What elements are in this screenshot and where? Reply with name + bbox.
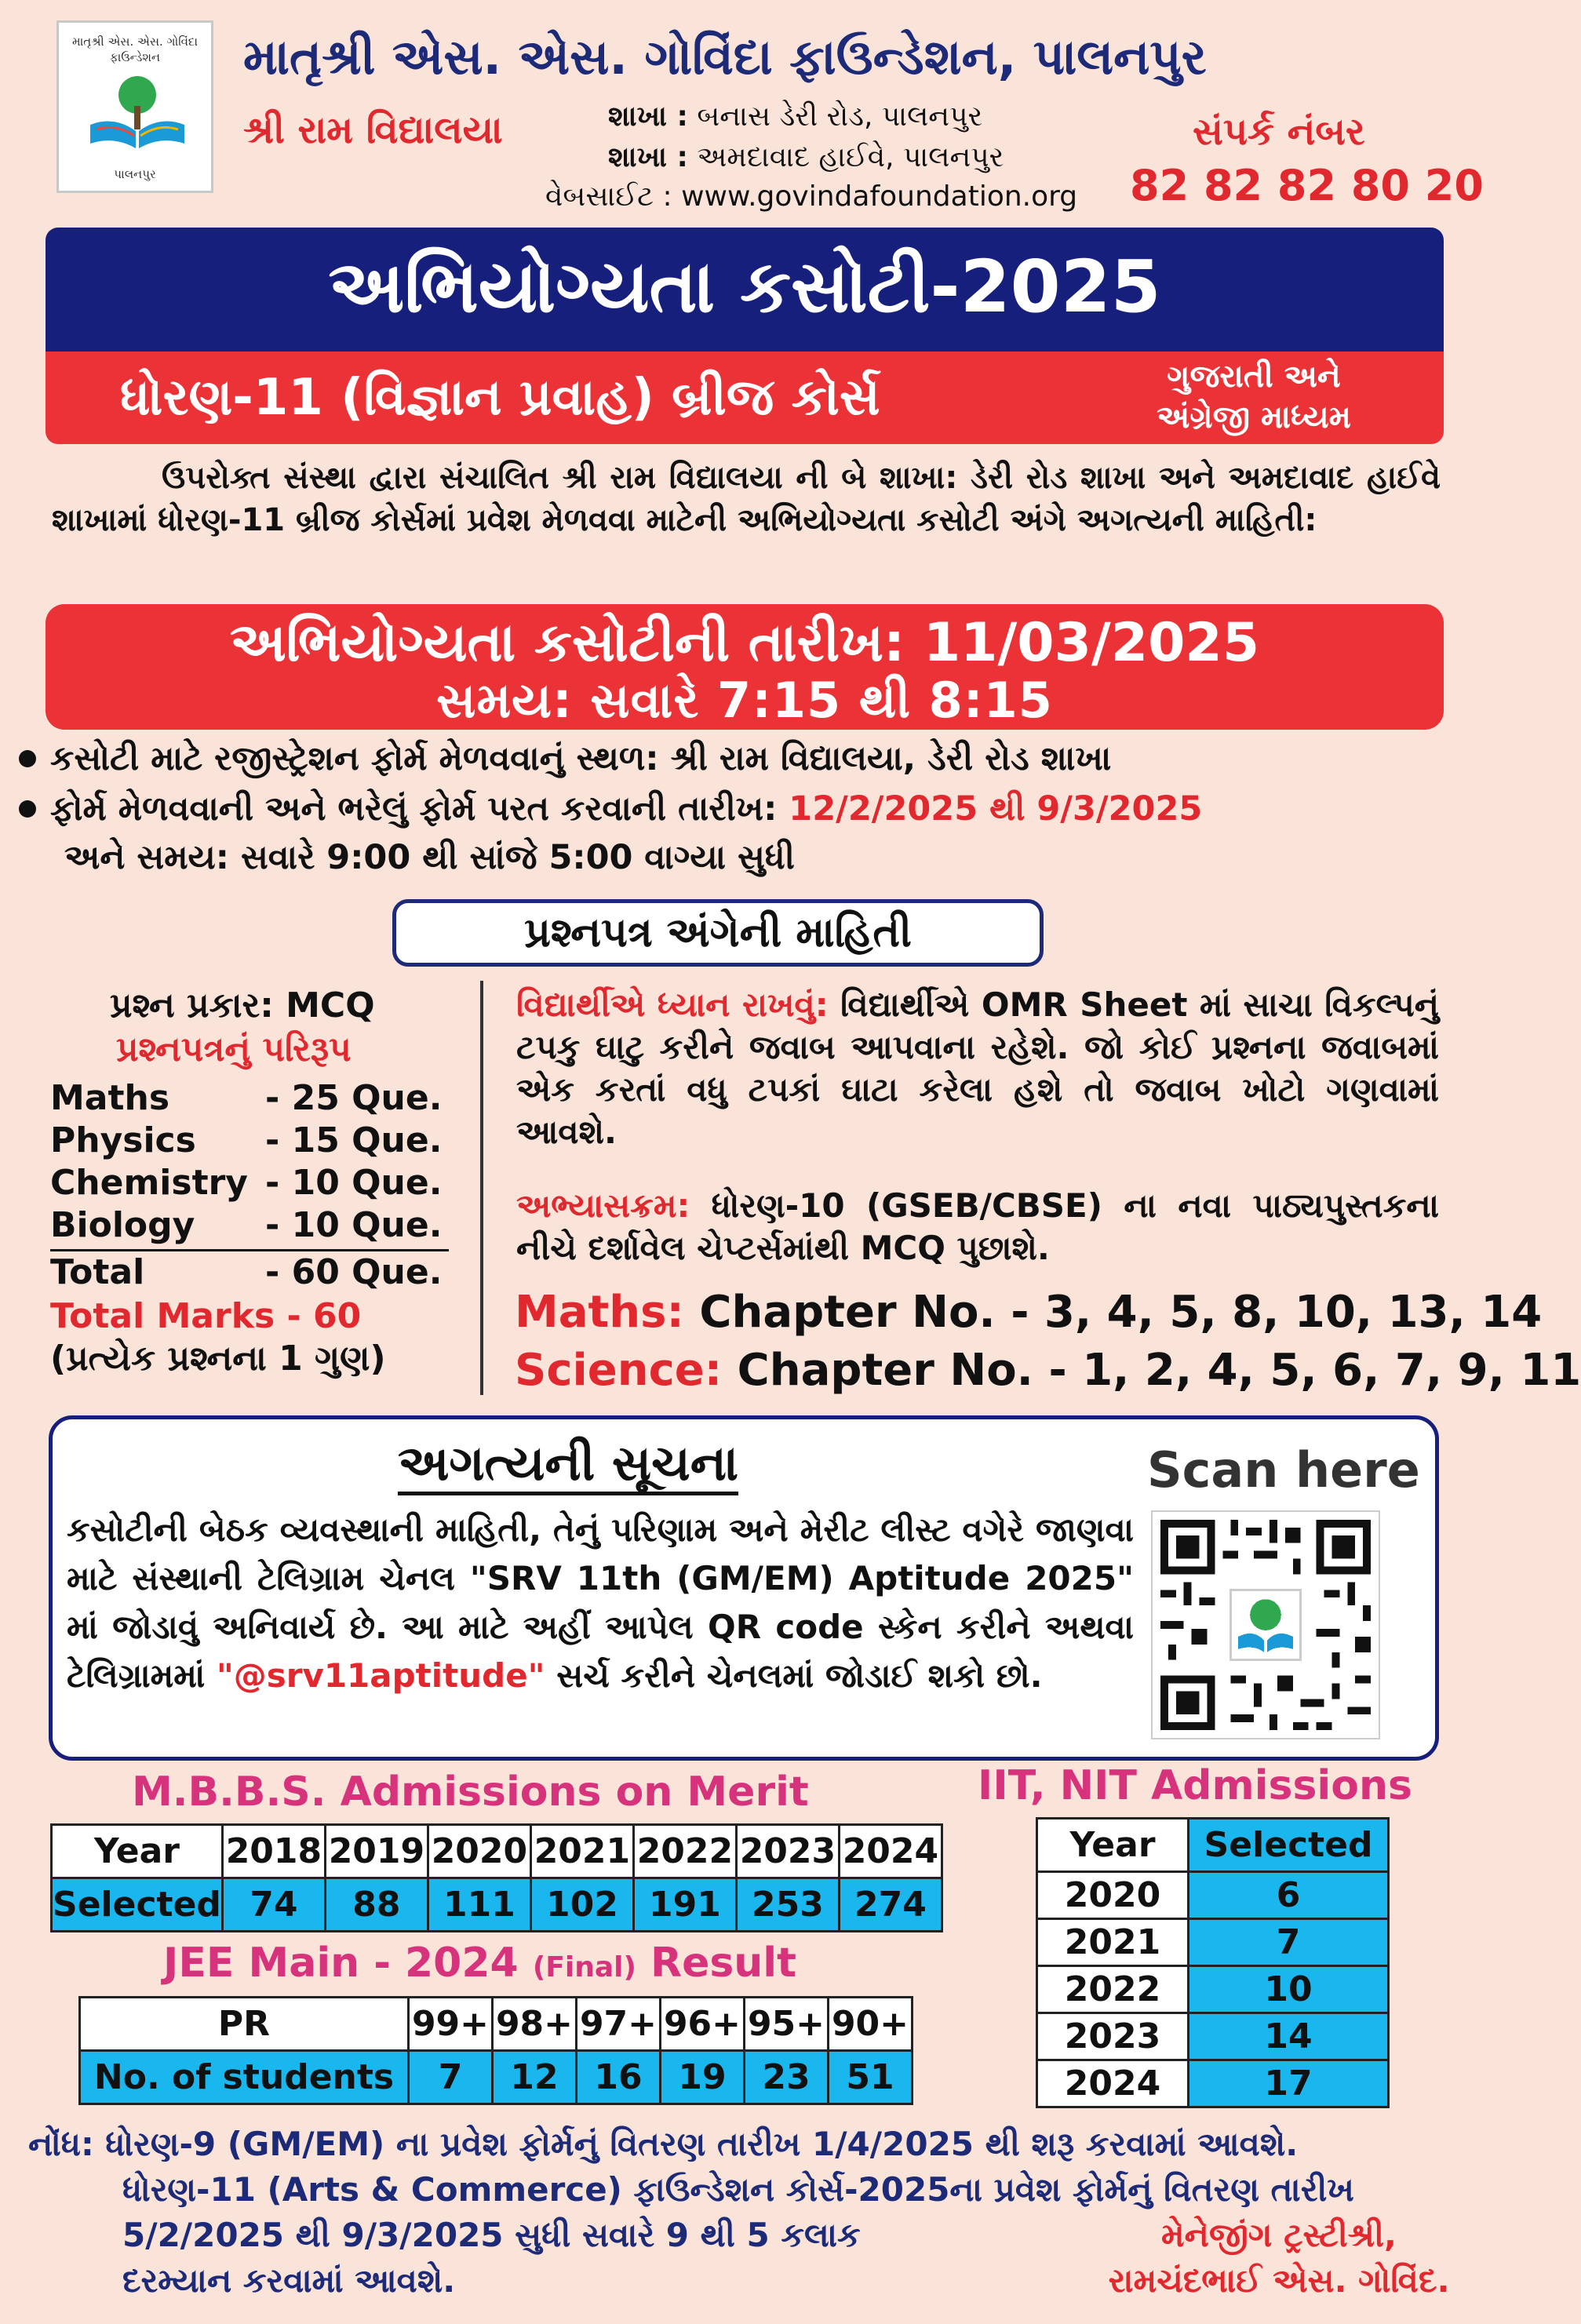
table-cell: 98+	[493, 1998, 577, 2051]
subject-name: Biology	[50, 1205, 195, 1245]
table-cell: 23	[745, 2051, 829, 2104]
branch-2-label: શાખા :	[608, 141, 688, 173]
jee-title-main: JEE Main - 2024	[163, 1940, 519, 1987]
table-cell: 191	[633, 1878, 736, 1932]
table-row-label: Year	[52, 1825, 223, 1878]
notice-text-before: કસોટીની બેઠક વ્યવસ્થાની માહિતી, તેનું પરિણામ અને મેરીટ લીસ્ટ વગેરે જાણવા માટે સંસ્થાની ટેલિગ્રામ ચેનલ "SRV 11th (GM/EM) Aptitude 2025" માં જોડાવું અનિવાર્ય છે. આ માટે અહીં આપેલ QR code સ્કેન કરીને અથવા ટેલિગ્રામમાં	[67, 1510, 1134, 1695]
course-title: ધોરણ-11 (વિજ્ઞાન પ્રવાહ) બ્રીજ કોર્સ	[120, 369, 880, 427]
logo-bottom-text: પાલનપુર	[114, 167, 156, 181]
science-chapters	[515, 1345, 1581, 1396]
student-instruction	[516, 984, 1439, 1153]
question-type: પ્રશ્ન પ્રકાર: MCQ	[110, 985, 375, 1025]
table-row-label: PR	[80, 1998, 409, 2051]
bullet-dot-icon	[19, 800, 36, 818]
syllabus-info	[516, 1185, 1439, 1269]
medium-line-1: ગુજરાતી અને	[1167, 359, 1341, 395]
notice-title: અગત્યની સૂચના	[398, 1435, 738, 1495]
table-cell: 7	[1189, 1919, 1389, 1966]
table-cell: 2020	[1037, 1872, 1189, 1919]
exam-time: સમય: સવારે 7:15 થી 8:15	[436, 672, 1053, 729]
branch-2	[608, 141, 1004, 174]
jee-title-final: (Final)	[532, 1951, 636, 1983]
qr-code-icon[interactable]	[1151, 1510, 1380, 1739]
science-chapters-list: Chapter No. - 1, 2, 4, 5, 6, 7, 9, 11	[737, 1345, 1581, 1396]
table-cell: 2022	[1037, 1966, 1189, 2013]
table-cell: 99+	[409, 1998, 493, 2051]
subject-row-biology	[50, 1205, 450, 1248]
table-cell: 88	[325, 1878, 428, 1932]
scan-here-label: Scan here	[1147, 1441, 1420, 1499]
table-cell: 2022	[633, 1825, 736, 1878]
table-row	[1037, 2060, 1389, 2107]
jee-students-row	[80, 2051, 913, 2104]
subject-name: Physics	[50, 1120, 196, 1160]
table-cell: 97+	[577, 1998, 661, 2051]
subject-row-physics	[50, 1120, 450, 1163]
subject-count: - 10 Que.	[265, 1163, 443, 1203]
table-cell: 74	[222, 1878, 325, 1932]
subject-row-chemistry	[50, 1163, 450, 1205]
instruction-text: વિદ્યાર્થીએ OMR Sheet માં સાચા વિકલ્પનું ટપકુ ઘાટુ કરીને જવાબ આપવાના રહેશે. જો કોઈ પ્રશ્નના જવાબમાં એક કરતાં વધુ ટપકાં ઘાટા કરેલા હશે તો જવાબ ખોટો ગણવામાં આવશે.	[516, 985, 1440, 1151]
syllabus-text: ધોરણ-10 (GSEB/CBSE) ના નવા પાઠ્યપુસ્તકના નીચે દર્શાવેલ ચેપ્ટર્સમાંથી MCQ પુછાશે.	[516, 1186, 1440, 1267]
telegram-handle[interactable]: "@srv11aptitude"	[216, 1656, 545, 1695]
main-title: અભિયોગ્યતા કસોટી-2025	[328, 245, 1161, 329]
trustee-title: મેનેજીંગ ટ્રસ્ટીશ્રી,	[1161, 2216, 1397, 2254]
title-banner	[46, 228, 1444, 352]
foundation-logo	[56, 20, 213, 193]
subject-name: Maths	[50, 1078, 170, 1118]
footnote-line-1	[28, 2122, 1464, 2167]
table-column-header: Year	[1037, 1819, 1189, 1872]
table-cell: 10	[1189, 1966, 1389, 2013]
table-row	[1037, 1919, 1389, 1966]
bullet-2-continuation: અને સમય: સવારે 9:00 થી સાંજે 5:00 વાગ્યા સુધી	[64, 838, 795, 877]
subject-row-maths	[50, 1078, 450, 1120]
total-marks: Total Marks - 60	[50, 1296, 362, 1336]
medium-label	[1105, 356, 1403, 438]
footnote-text-1: ધોરણ-9 (GM/EM) ના પ્રવેશ ફોર્મનું વિતરણ તારીખ 1/4/2025 થી શરૂ કરવામાં આવશે.	[105, 2125, 1299, 2163]
instruction-label: વિદ્યાર્થીએ ધ્યાન રાખવું:	[516, 985, 829, 1024]
table-cell: 14	[1189, 2013, 1389, 2060]
table-cell: 7	[409, 2051, 493, 2104]
branch-2-value: અમદાવાદ હાઈવે, પાલનપુર	[697, 141, 1004, 173]
table-cell: 12	[493, 2051, 577, 2104]
mbbs-title: M.B.B.S. Admissions on Merit	[132, 1768, 809, 1816]
subtitle-banner	[46, 352, 1444, 444]
table-row	[1037, 1966, 1389, 2013]
maths-chapters-label: Maths:	[515, 1287, 684, 1338]
subject-name: Chemistry	[50, 1163, 248, 1203]
table-cell: 2023	[1037, 2013, 1189, 2060]
table-cell: 96+	[661, 1998, 745, 2051]
subject-name: Total	[50, 1252, 145, 1292]
science-chapters-label: Science:	[515, 1345, 723, 1396]
subject-count: - 15 Que.	[265, 1120, 443, 1160]
table-cell: 51	[829, 2051, 913, 2104]
contact-number[interactable]: 82 82 82 80 20	[1130, 161, 1484, 210]
table-cell: 90+	[829, 1998, 913, 2051]
iit-table	[1036, 1817, 1390, 2108]
notice-text	[67, 1506, 1134, 1700]
footnote-line-2: ધોરણ-11 (Arts & Commerce) ફાઉન્ડેશન કોર્સ-2025ના પ્રવેશ ફોર્મનું વિતરણ તારીખ	[122, 2170, 1354, 2209]
table-cell: 2020	[428, 1825, 530, 1878]
intro-paragraph: ઉપરોક્ત સંસ્થા દ્વારા સંચાલિત શ્રી રામ વિદ્યાલયા ની બે શાખા: ડેરી રોડ શાખા અને અમદાવાદ હાઈવે શાખામાં ધોરણ-11 બ્રીજ કોર્સમાં પ્રવેશ મેળવવા માટેની અભિયોગ્યતા કસોટી અંગે અગત્યની માહિતી:	[52, 460, 1441, 538]
notice-text-after: સર્ચ કરીને ચેનલમાં જોડાઈ શકો છો.	[545, 1656, 1043, 1695]
jee-pr-row	[80, 1998, 913, 2051]
jee-table	[78, 1996, 913, 2105]
iit-title: IIT, NIT Admissions	[978, 1762, 1412, 1809]
bullet-form-dates	[16, 789, 1202, 829]
bullet-2-dates: 12/2/2025 થી 9/3/2025	[789, 789, 1203, 829]
subject-count: - 60 Que.	[265, 1252, 443, 1292]
table-row	[1037, 2013, 1389, 2060]
exam-date: અભિયોગ્યતા કસોટીની તારીખ: 11/03/2025	[229, 612, 1260, 674]
table-cell: 274	[839, 1878, 942, 1932]
trustee-name: રામચંદભાઈ એસ. ગોવિંદ.	[1108, 2261, 1450, 2300]
trustee-signature	[1098, 2213, 1459, 2304]
table-row	[1037, 1872, 1389, 1919]
table-cell: 2019	[325, 1825, 428, 1878]
table-cell: 16	[577, 2051, 661, 2104]
footnote-line-4: દરમ્યાન કરવામાં આવશે.	[122, 2261, 456, 2300]
footnote-label: નોંધ:	[28, 2125, 94, 2163]
table-cell: 102	[530, 1878, 633, 1932]
table-cell: 2018	[222, 1825, 325, 1878]
table-cell: 2021	[530, 1825, 633, 1878]
mbbs-table	[50, 1823, 943, 1932]
table-cell: 2021	[1037, 1919, 1189, 1966]
table-row-label: Selected	[52, 1878, 223, 1932]
total-divider	[50, 1249, 449, 1251]
iit-header-row	[1037, 1819, 1389, 1872]
table-cell: 2023	[736, 1825, 839, 1878]
important-notice-box	[49, 1415, 1439, 1761]
table-cell: 111	[428, 1878, 530, 1932]
branch-1-label: શાખા :	[608, 100, 688, 133]
logo-top-text: માતૃશ્રી એસ. એસ. ગોવિંદા ફાઉન્ડેશન	[71, 35, 198, 64]
maths-chapters-list: Chapter No. - 3, 4, 5, 8, 10, 13, 14	[699, 1287, 1543, 1338]
bullet-dot-icon	[19, 750, 36, 767]
table-cell: 6	[1189, 1872, 1389, 1919]
subject-count: - 25 Que.	[265, 1078, 443, 1118]
table-row-label: No. of students	[80, 2051, 409, 2104]
bullet-2-text: ફોર્મ મેળવવાની અને ભરેલું ફોર્મ પરત કરવાની તારીખ:	[50, 789, 778, 829]
footnote-line-3: 5/2/2025 થી 9/3/2025 સુધી સવારે 9 થી 5 કલાક	[122, 2216, 861, 2254]
exam-date-banner	[46, 604, 1444, 730]
medium-line-2: અંગ્રેજી માધ્યમ	[1157, 399, 1351, 435]
branch-1	[608, 100, 982, 133]
website[interactable]: વેબસાઈટ : www.govindafoundation.org	[545, 180, 1078, 213]
school-name: શ્રી રામ વિદ્યાલયા	[243, 108, 503, 152]
table-cell: 95+	[745, 1998, 829, 2051]
logo-book-tree-icon	[82, 70, 192, 156]
syllabus-label: અભ્યાસક્રમ:	[516, 1186, 690, 1225]
table-cell: 2024	[1037, 2060, 1189, 2107]
maths-chapters	[515, 1287, 1542, 1338]
table-cell: 19	[661, 2051, 745, 2104]
mbbs-selected-row	[52, 1878, 942, 1932]
paper-structure-label: પ્રશ્નપત્રનું પરિરૂપ	[116, 1029, 352, 1069]
table-column-header: Selected	[1189, 1819, 1389, 1872]
table-cell: 17	[1189, 2060, 1389, 2107]
question-paper-heading: પ્રશ્નપત્ર અંગેની માહિતી	[392, 899, 1044, 967]
jee-title-result: Result	[650, 1940, 796, 1987]
organization-name: માતૃશ્રી એસ. એસ. ગોવિંદા ફાઉન્ડેશન, પાલનપુર	[243, 28, 1207, 86]
subject-count: - 10 Que.	[265, 1205, 443, 1245]
table-cell: 2024	[839, 1825, 942, 1878]
bullet-registration-place	[16, 739, 1111, 778]
jee-title	[163, 1940, 796, 1987]
mbbs-year-row	[52, 1825, 942, 1878]
branch-1-value: બનાસ ડેરી રોડ, પાલનપુર	[697, 100, 983, 133]
table-cell: 253	[736, 1878, 839, 1932]
contact-label: સંપર્ક નંબર	[1193, 110, 1365, 154]
column-divider	[480, 981, 483, 1395]
subject-row-total	[50, 1252, 450, 1295]
bullet-1-text: કસોટી માટે રજીસ્ટ્રેશન ફોર્મ મેળવવાનું સ્થળ: શ્રી રામ વિદ્યાલયા, ડેરી રોડ શાખા	[50, 739, 1112, 778]
marks-per-question: (પ્રત્યેક પ્રશ્નના 1 ગુણ)	[50, 1339, 386, 1379]
